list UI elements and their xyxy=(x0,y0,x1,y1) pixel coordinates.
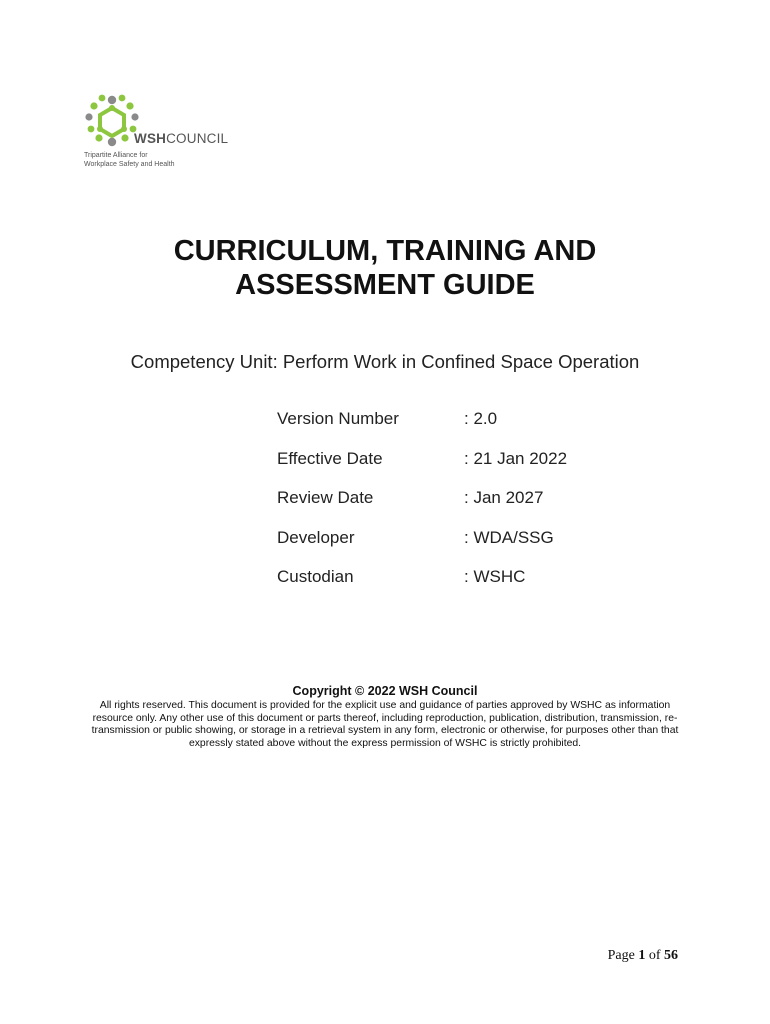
meta-value: : WSHC xyxy=(464,567,526,586)
total-pages: 56 xyxy=(664,948,678,963)
meta-row-developer xyxy=(277,528,657,568)
logo-wordmark-rest: COUNCIL xyxy=(166,131,229,146)
logo-wordmark-bold: WSH xyxy=(134,131,167,146)
meta-value: : 21 Jan 2022 xyxy=(464,448,568,468)
meta-label: Review Date xyxy=(277,488,374,507)
meta-row-version xyxy=(277,409,657,449)
page-word: Page xyxy=(607,948,635,963)
wsh-council-logo xyxy=(82,94,282,176)
competency-unit-subtitle: Competency Unit: Perform Work in Confined Space Operation xyxy=(130,351,640,372)
of-word: of xyxy=(648,948,661,963)
meta-row-review-date xyxy=(277,488,657,528)
wsh-logo-icon xyxy=(82,94,142,150)
meta-row-custodian xyxy=(277,567,657,607)
meta-value: : 2.0 xyxy=(464,409,498,428)
page-number xyxy=(608,948,678,964)
meta-label: Version Number xyxy=(277,409,399,428)
copyright-heading: Copyright © 2022 WSH Council xyxy=(292,684,478,698)
logo-tagline xyxy=(84,152,175,169)
meta-label: Developer xyxy=(277,527,355,547)
meta-value: : WDA/SSG xyxy=(464,527,554,547)
document-title-line2: ASSESSMENT GUIDE xyxy=(235,269,535,301)
logo-tagline-line2: Workplace Safety and Health xyxy=(84,160,175,168)
meta-value: : Jan 2027 xyxy=(464,488,544,507)
meta-label: Effective Date xyxy=(277,448,383,468)
document-meta-table xyxy=(277,409,657,607)
logo-wordmark xyxy=(134,131,228,146)
meta-label: Custodian xyxy=(277,567,354,586)
document-title xyxy=(0,234,770,302)
meta-row-effective-date xyxy=(277,449,657,489)
document-title-line1: CURRICULUM, TRAINING AND xyxy=(173,235,597,267)
current-page: 1 xyxy=(638,948,646,963)
copyright-notice: All rights reserved. This document is provided for the explicit use and guidance of parties approved by WSHC as information resource only. Any other use of this document or parts thereof, including reproduction, publication, distribution, transmission, re-transmission or public showing, or storage in a retrieval system in any form, electronic or otherwise, for purposes other than that expressly stated above without the express permission of WSHC is strictly prohibited. xyxy=(91,700,679,749)
logo-tagline-line1: Tripartite Alliance for xyxy=(84,152,148,159)
